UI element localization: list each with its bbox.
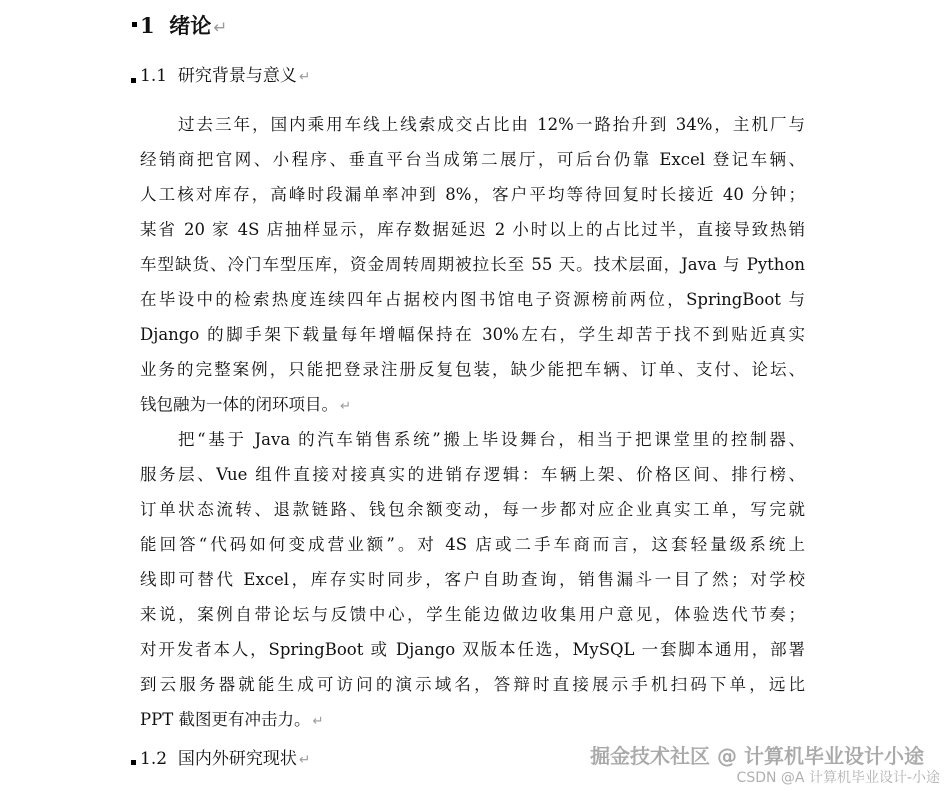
paragraph-mark-icon: ↵ (340, 399, 352, 414)
paragraph-line-text: 钱包融为一体的闭环项目。 (140, 395, 338, 414)
paragraph-line: 到云服务器就能生成可访问的演示域名，答辩时直接展示手机扫码下单，远比 (140, 675, 805, 694)
section-number: 1.2 (140, 749, 168, 769)
watermark-credit: CSDN @A 计算机毕业设计-小途 (736, 770, 940, 786)
body-paragraph[interactable] (140, 422, 805, 737)
watermark-text: 掘金技术社区 @ 计算机毕业设计小途 (590, 744, 924, 768)
paragraph-line: 经销商把官网、小程序、垂直平台当成第二展厅，可后台仍靠 Excel 登记车辆、 (140, 150, 805, 169)
paragraph-line: 人工核对库存，高峰时段漏单率冲到 8%，客户平均等待回复时长接近 40 分钟； (140, 185, 805, 204)
paragraph-mark-icon: ↵ (213, 17, 228, 37)
section-heading[interactable] (140, 64, 310, 89)
heading-bullet-marker (131, 760, 136, 765)
heading-bullet-marker (132, 22, 137, 27)
section-title: 国内外研究现状 (177, 749, 297, 769)
heading-bullet-marker (131, 78, 136, 83)
paragraph-mark-icon: ↵ (312, 714, 324, 729)
paragraph-line: 能回答“代码如何变成营业额”。对 4S 店或二手车商而言，这套轻量级系统上 (140, 535, 805, 554)
paragraph-line: 过去三年，国内乘用车线上线索成交占比由 12%一路抬升到 34%，主机厂与 (178, 115, 805, 134)
section-title: 研究背景与意义 (177, 66, 297, 86)
paragraph-line: 对开发者本人，SpringBoot 或 Django 双版本任选，MySQL 一套脚本通用，部署 (140, 640, 805, 659)
paragraph-line-text: PPT 截图更有冲击力。 (140, 710, 311, 729)
paragraph-line (140, 387, 805, 422)
paragraph-line: 订单状态流转、退款链路、钱包余额变动，每一步都对应企业真实工单，写完就 (140, 500, 805, 519)
paragraph-line: 业务的完整案例，只能把登录注册反复包装，缺少能把车辆、订单、支付、论坛、 (140, 360, 805, 379)
body-paragraph[interactable] (140, 107, 805, 422)
paragraph-line: 某省 20 家 4S 店抽样显示，库存数据延迟 2 小时以上的占比过半，直接导致热销 (140, 220, 805, 239)
chapter-title: 绪论 (169, 13, 212, 38)
paragraph-line: 服务层、Vue 组件直接对接真实的进销存逻辑：车辆上架、价格区间、排行榜、 (140, 465, 805, 484)
chapter-heading[interactable] (140, 12, 227, 41)
chapter-number: 1 (140, 13, 155, 38)
paragraph-line: 把“基于 Java 的汽车销售系统”搬上毕设舞台，相当于把课堂里的控制器、 (178, 430, 805, 449)
paragraph-line: 在毕设中的检索热度连续四年占据校内图书馆电子资源榜前两位，SpringBoot 与 (140, 290, 805, 309)
section-number: 1.1 (140, 66, 168, 86)
paragraph-mark-icon: ↵ (298, 69, 311, 85)
paragraph-line (140, 702, 805, 737)
section-heading[interactable] (140, 747, 310, 772)
paragraph-line: 来说，案例自带论坛与反馈中心，学生能边做边收集用户意见，体验迭代节奏； (140, 605, 805, 624)
paragraph-line: 线即可替代 Excel，库存实时同步，客户自助查询，销售漏斗一目了然；对学校 (140, 570, 805, 589)
paragraph-mark-icon: ↵ (298, 752, 311, 768)
paragraph-line: 车型缺货、冷门车型压库，资金周转周期被拉长至 55 天。技术层面，Java 与 Python (140, 255, 805, 274)
paragraph-line: Django 的脚手架下载量每年增幅保持在 30%左右，学生却苦于找不到贴近真实 (140, 325, 805, 344)
